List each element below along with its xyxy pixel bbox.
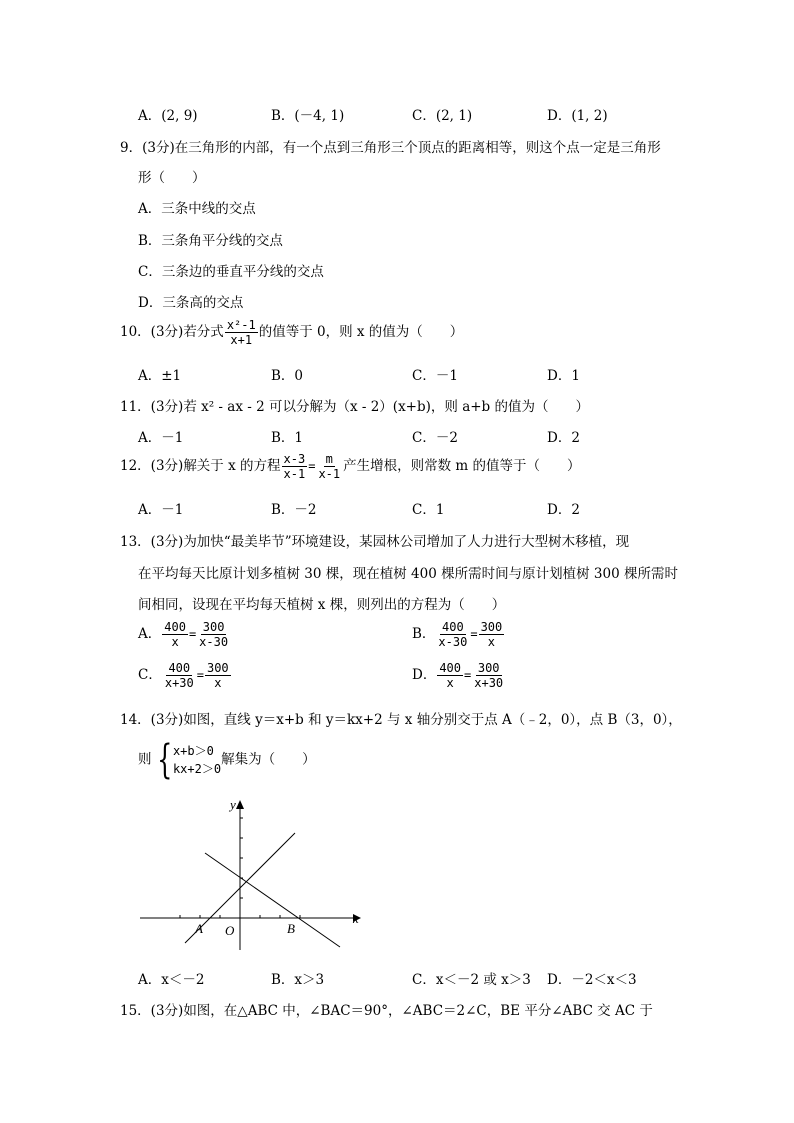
q12-suffix: 产生增根，则常数 m 的值等于（ ） [343,458,581,474]
question-14 [120,708,682,728]
q12-number: 12．(3分) [120,458,184,474]
q13-a-frac2 [197,620,230,649]
q10-option-c[interactable]: C．－1 [412,368,458,384]
question-11 [120,395,589,415]
q12-fraction-right [316,452,342,481]
question-13 [120,530,629,550]
q12-option-d[interactable]: D．2 [547,502,580,518]
q14-option-c[interactable]: C．x＜－2 或 x＞3 [412,972,531,988]
q10-fraction-denominator: x+1 [230,333,253,347]
q12-f1-numerator: x-3 [283,452,306,466]
q13-option-d-label: D． [412,667,437,683]
q8-option-d[interactable]: D．(1, 2) [547,108,608,124]
q8-option-b[interactable]: B．(－4, 1) [271,108,345,124]
q13-stem-line1: 为加快“最美毕节”环境建设，某园林公司增加了人力进行大型树木移植，现 [183,534,630,550]
q9-option-c[interactable]: C．三条边的垂直平分线的交点 [138,264,324,280]
q9-option-d[interactable]: D．三条高的交点 [138,295,244,311]
q15-stem-line1: 如图，在△ABC 中，∠BAC＝90°，∠ABC＝2∠C，BE 平分∠ABC 交 AC 于 [183,1003,653,1019]
q13-option-b-label: B． [412,626,436,642]
q11-option-d[interactable]: D．2 [547,430,580,446]
q12-f2-denominator: x-1 [318,467,341,481]
q11-option-c[interactable]: C．－2 [412,430,458,446]
q13-d-d2: x+30 [474,676,504,690]
q14-stem-line1: 如图，直线 y＝x+b 和 y＝kx+2 与 x 轴分别交于点 A（﹣2，0），点 B（3，0）， [183,712,682,728]
q13-c-d2: x [214,676,222,690]
q13-c-frac1 [163,661,196,690]
q10-option-d[interactable]: D．1 [547,368,580,384]
q10-suffix: 的值等于 0，则 x 的值为（ ） [258,324,464,340]
q14-ineq-1: x+b＞0 [172,744,214,758]
q13-a-d2: x-30 [199,635,229,649]
q14-option-b[interactable]: B．x＞3 [271,972,325,988]
q14-inequality-system: { x+b＞0 kx+2＞0 [156,737,222,783]
q13-stem-line3: 间相同，设现在平均每天植树 x 棵，则列出的方程为（ ） [138,597,506,613]
q14-pre: 则 [138,751,152,768]
q13-option-b[interactable]: B． $\frac{400}{x-30}$ = $\frac{300}{x}$ [412,620,503,649]
point-b-label: B [287,921,295,936]
q13-a-n1: 400 [164,620,186,634]
q10-option-a[interactable]: A．±1 [138,368,182,384]
question-9 [120,136,661,156]
q10-fraction-numerator: x²-1 [226,318,256,332]
q13-d-d1: x [446,676,454,690]
q13-b-frac1 [436,620,469,649]
question-15 [120,999,653,1019]
question-10 [120,318,463,347]
q13-a-d1: x [171,635,179,649]
q15-number: 15．(3分) [120,1003,184,1019]
q11-option-b[interactable]: B．1 [271,430,304,446]
q13-b-frac2 [479,620,505,649]
q13-c-n2: 300 [206,661,229,675]
q13-option-c-label: C． [138,667,162,683]
q14-option-d[interactable]: D．－2＜x＜3 [547,972,637,988]
q13-d-frac1 [437,661,463,690]
q10-prefix: 若分式 [183,324,224,340]
q13-number: 13．(3分) [120,534,184,550]
q9-number: 9．(3分) [120,140,175,156]
q13-option-c[interactable]: C． $\frac{400}{x+30}$ = $\frac{300}{x}$ [138,661,229,690]
q13-b-d1: x-30 [438,635,468,649]
q10-number: 10．(3分) [120,324,184,340]
q14-post: 解集为（ ） [221,751,316,768]
y-axis-label: y [230,797,236,812]
y-axis-arrow [236,800,244,809]
q11-stem: 若 x² - ax - 2 可以分解为（x - 2）(x+b)，则 a+b 的值为（ ） [183,399,589,415]
q13-b-n1: 400 [442,620,464,634]
q9-stem-line2: 形（ ） [138,170,206,186]
q12-f1-denominator: x-1 [283,467,306,481]
q8-option-c[interactable]: C．(2, 1) [412,108,473,124]
point-a-label: A [195,921,203,936]
q12-option-c[interactable]: C．1 [412,502,445,518]
q9-option-b[interactable]: B．三条角平分线的交点 [138,233,283,249]
q13-b-d2: x [487,635,496,649]
q12-option-a[interactable]: A．－1 [138,502,184,518]
question-12: 12．(3分)解关于 x 的方程 $\frac{x-3}{x-1}$ = $\frac{m}{x-1}$ 产生增根，则常数 m 的值等于（ ） [120,452,581,481]
q12-fraction-left [282,452,308,481]
q9-stem-line1: 在三角形的内部，有一个点到三角形三个顶点的距离相等，则这个点一定是三角形 [174,140,661,156]
q13-option-a-label: A． [138,626,162,642]
q14-graph [135,795,370,960]
q12-f2-numerator: m [325,452,333,466]
q13-a-frac1 [162,620,188,649]
q13-c-n1: 400 [168,661,191,675]
q13-c-d1: x+30 [164,676,194,690]
q11-number: 11．(3分) [120,399,184,415]
x-axis-label: x [353,911,359,926]
q9-option-a[interactable]: A．三条中线的交点 [138,201,256,217]
q12-option-b[interactable]: B．－2 [271,502,317,518]
q13-option-d[interactable]: D． $\frac{400}{x}$ = $\frac{300}{x+30}$ [412,661,504,690]
q13-d-n2: 300 [477,661,500,675]
q13-option-a[interactable]: A． $\frac{400}{x}$ = $\frac{300}{x-30}$ [138,620,229,649]
q13-a-n2: 300 [202,620,225,634]
q14-ineq-2: kx+2＞0 [172,762,222,776]
q13-b-n2: 300 [480,620,503,634]
origin-label: O [225,923,235,938]
q8-option-a[interactable]: A．(2, 9) [138,108,198,124]
q14-number: 14．(3分) [120,712,184,728]
q13-d-frac2 [472,661,505,690]
q10-option-b[interactable]: B．0 [271,368,304,384]
q12-prefix: 解关于 x 的方程 [183,458,281,474]
q10-fraction [225,318,258,347]
q13-d-n1: 400 [439,661,462,675]
q13-stem-line2: 在平均每天比原计划多植树 30 棵，现在植树 400 棵所需时间与原计划植树 300 棵所需时 [138,566,678,582]
q13-c-frac2 [205,661,231,690]
q14-option-a[interactable]: A．x＜－2 [138,972,205,988]
q11-option-a[interactable]: A．－1 [138,430,184,446]
q14-stem-line2 [138,737,316,783]
